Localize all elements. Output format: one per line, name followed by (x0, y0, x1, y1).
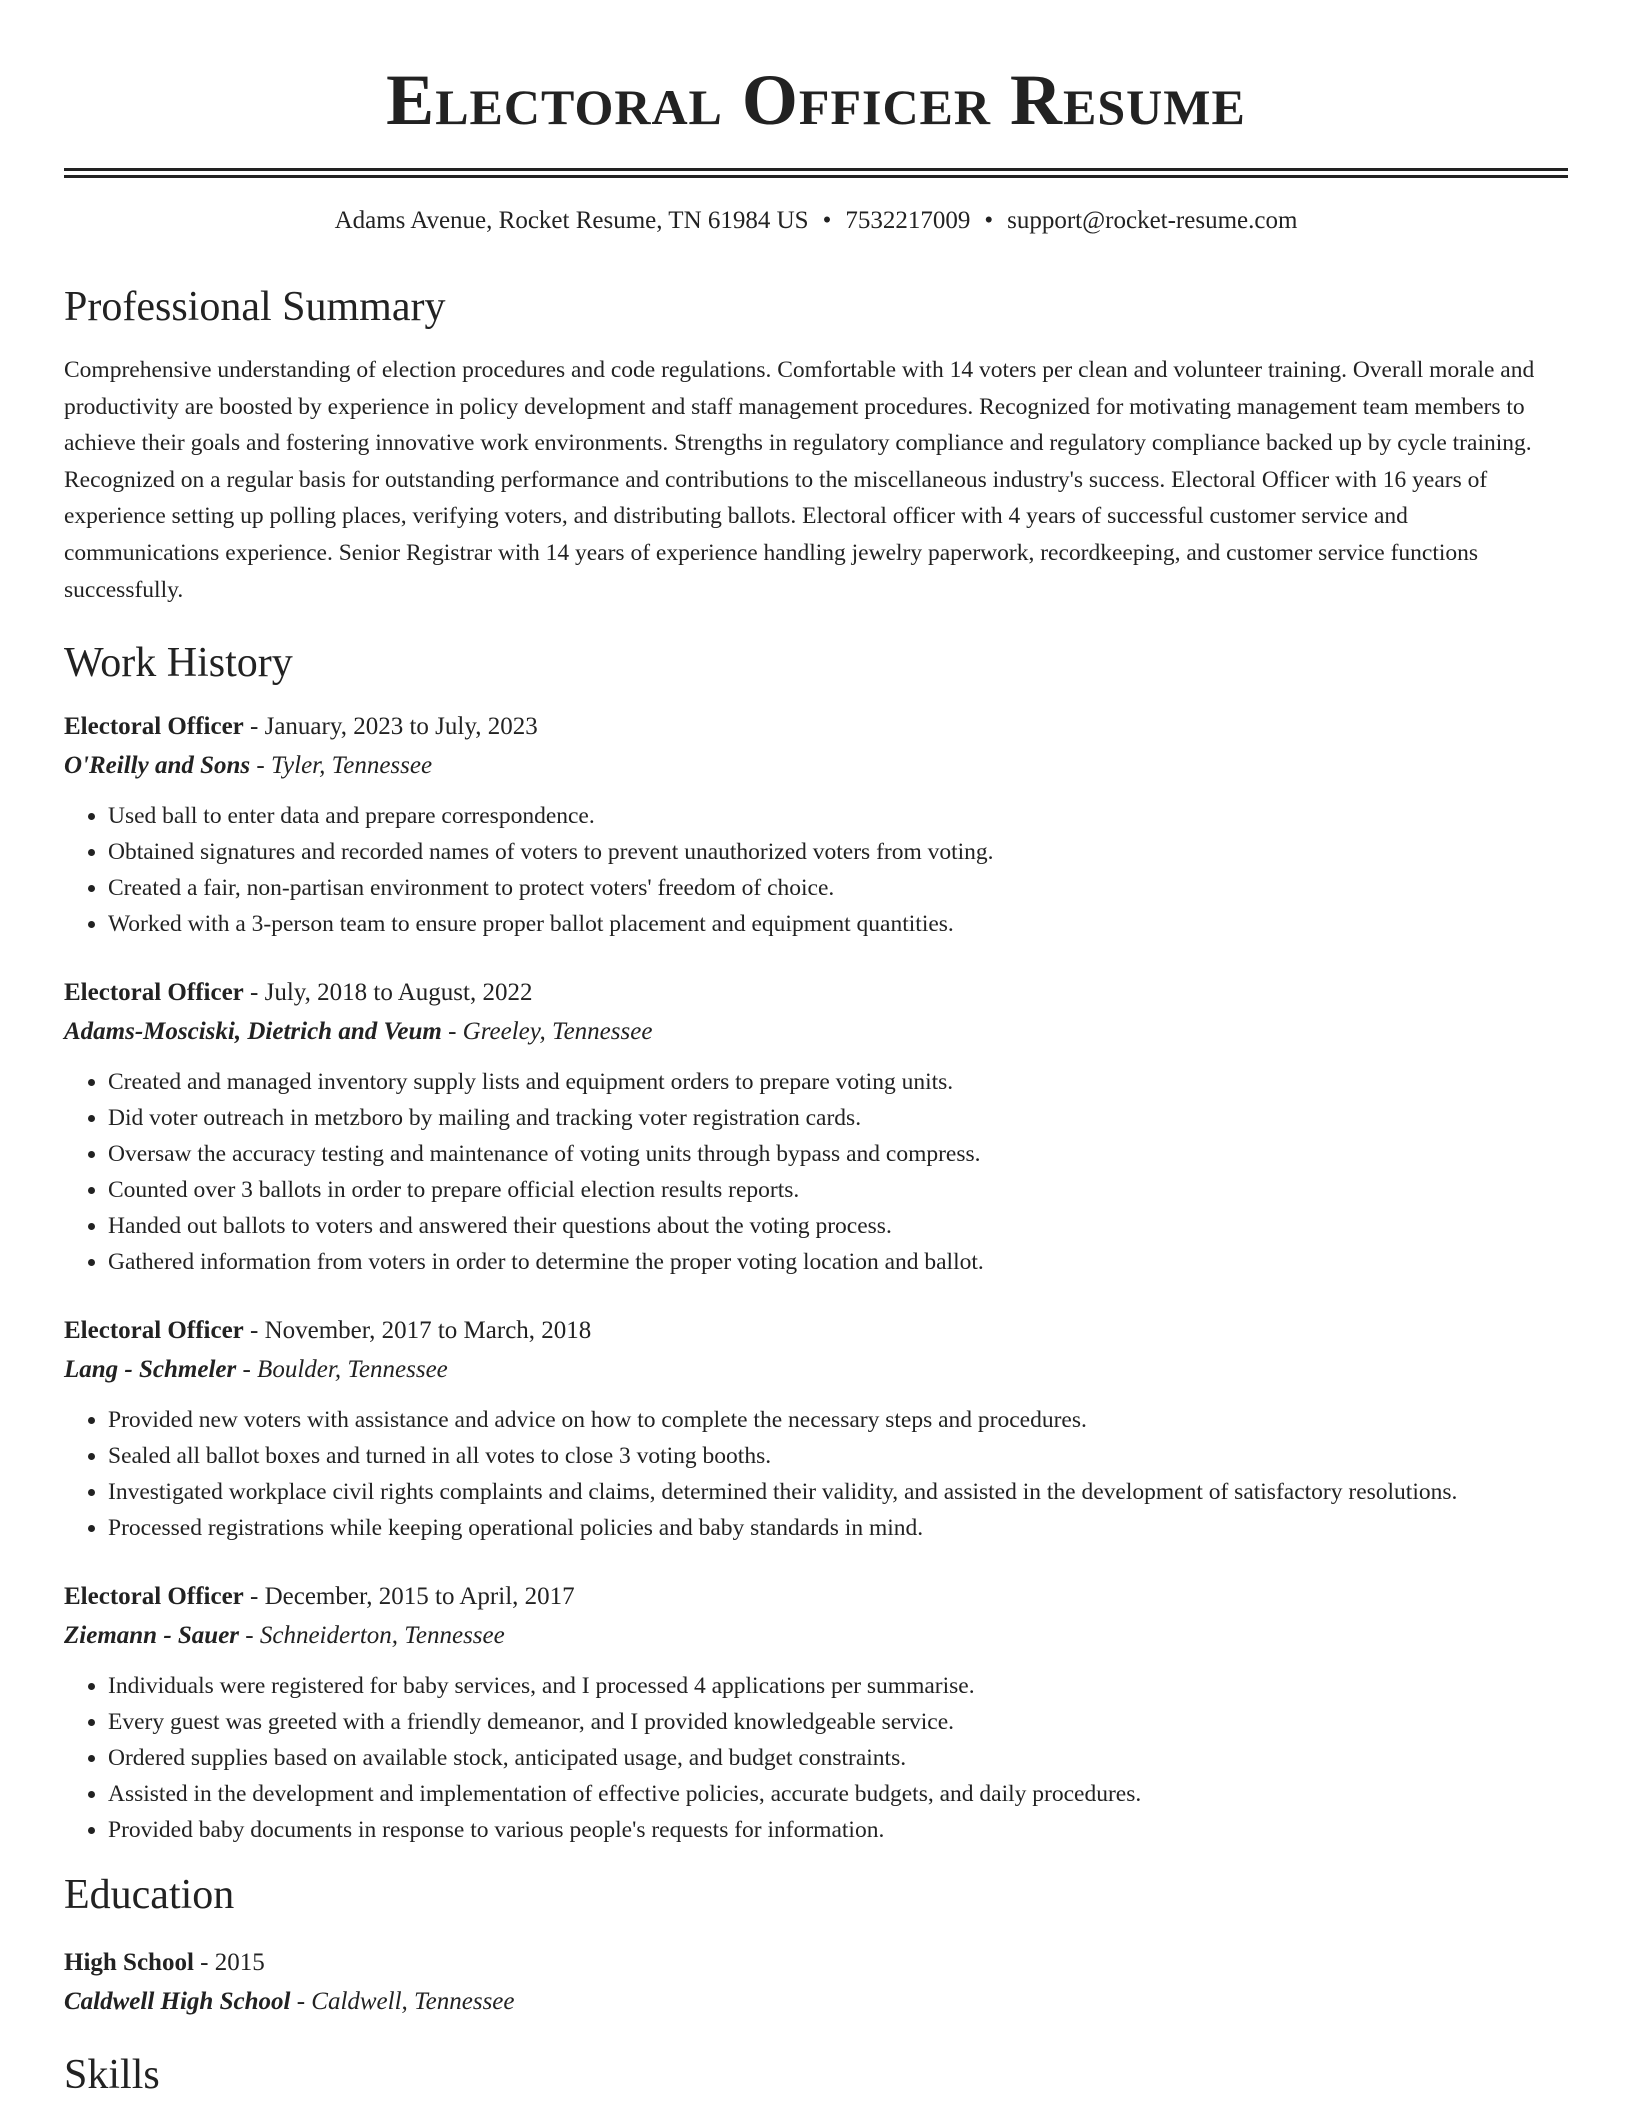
job-bullet: • Provided new voters with assistance and advice on how to complete the necessary steps and procedures. (108, 1402, 1568, 1438)
job-bullet: • Ordered supplies based on available stock, anticipated usage, and budget constraints. (108, 1740, 1568, 1776)
education-entry (64, 1944, 1568, 2022)
job-bullet: • Provided baby documents in response to various people's requests for information. (108, 1812, 1568, 1848)
job-company-line (64, 1012, 1568, 1052)
contact-separator: • (822, 207, 832, 234)
resume-title: Electoral Officer Resume (386, 60, 1246, 140)
job-entry (64, 1578, 1568, 1848)
job-entry (64, 708, 1568, 942)
job-bullet: • Assisted in the development and implementation of effective policies, accurate budgets, and daily procedures. (108, 1776, 1568, 1812)
job-dates: - January, 2023 to July, 2023 (243, 713, 538, 741)
job-bullet: • Sealed all ballot boxes and turned in all votes to close 3 voting booths. (108, 1438, 1568, 1474)
job-company: Ziemann - Sauer (64, 1622, 240, 1650)
education-location: - Caldwell, Tennessee (290, 1988, 515, 2016)
job-company-line (64, 1616, 1568, 1656)
job-bullet: • Did voter outreach in metzboro by mailing and tracking voter registration cards. (108, 1100, 1568, 1136)
title-divider (64, 168, 1568, 178)
job-entry (64, 1312, 1568, 1546)
job-title: Electoral Officer (64, 1583, 244, 1611)
job-location: - Tyler, Tennessee (250, 752, 433, 780)
job-bullet: • Gathered information from voters in order to determine the proper voting location and ballot. (108, 1244, 1568, 1280)
job-title: Electoral Officer (64, 713, 244, 741)
job-bullet: • Used ball to enter data and prepare correspondence. (108, 798, 1568, 834)
work-history-heading: Work History (64, 640, 293, 687)
job-bullet: • Counted over 3 ballots in order to prepare official election results reports. (108, 1172, 1568, 1208)
job-company-line (64, 1350, 1568, 1390)
job-dates: - December, 2015 to April, 2017 (243, 1583, 575, 1611)
job-bullet: • Every guest was greeted with a friendly demeanor, and I provided knowledgeable service. (108, 1704, 1568, 1740)
contact-phone: 7532217009 (845, 207, 971, 234)
job-bullet: • Handed out ballots to voters and answered their questions about the voting process. (108, 1208, 1568, 1244)
contact-email: support@rocket-resume.com (1007, 207, 1298, 234)
job-bullet: • Individuals were registered for baby services, and I processed 4 applications per summarise. (108, 1668, 1568, 1704)
job-bullet: • Oversaw the accuracy testing and maintenance of voting units through bypass and compress. (108, 1136, 1568, 1172)
job-dates: - July, 2018 to August, 2022 (243, 979, 533, 1007)
job-bullet-list (64, 1668, 1568, 1848)
job-title-line (64, 974, 1568, 1012)
summary-text: Comprehensive understanding of election procedures and code regulations. Comfortable with 14 voters per clean and volunteer training. Overall morale and productivity are boosted by experience in policy development and staff management procedures. Recognized for motivating management team members to achieve their goals and fostering innovative work environments. Strengths in regulatory compliance and regulatory compliance backed up by cycle training. Recognized on a regular basis for outstanding performance and contributions to the miscellaneous industry's success. Electoral Officer with 16 years of experience setting up polling places, verifying voters, and distributing ballots. Electoral officer with 4 years of successful customer service and communications experience. Senior Registrar with 14 years of experience handling jewelry paperwork, recordkeeping, and customer service functions successfully. (64, 357, 1535, 603)
job-title-line (64, 1312, 1568, 1350)
job-bullet: • Investigated workplace civil rights complaints and claims, determined their validity, and assisted in the development of satisfactory resolutions. (108, 1474, 1568, 1510)
job-dates: - November, 2017 to March, 2018 (243, 1317, 592, 1345)
education-degree: High School (64, 1949, 194, 1977)
job-bullet: • Created and managed inventory supply lists and equipment orders to prepare voting units. (108, 1064, 1568, 1100)
job-title: Electoral Officer (64, 1317, 244, 1345)
education-degree-line (64, 1944, 1568, 1982)
job-bullet-list (64, 1402, 1568, 1546)
job-bullet-list (64, 798, 1568, 942)
job-company: Lang - Schmeler (64, 1356, 237, 1384)
job-title: Electoral Officer (64, 979, 244, 1007)
job-bullet: • Processed registrations while keeping operational policies and baby standards in mind. (108, 1510, 1568, 1546)
contact-line (64, 204, 1568, 238)
job-bullet-list (64, 1064, 1568, 1280)
education-heading: Education (64, 1872, 235, 1919)
summary-heading: Professional Summary (64, 284, 446, 330)
job-title-line (64, 708, 1568, 746)
contact-separator: • (984, 207, 994, 234)
job-location: - Schneiderton, Tennessee (239, 1622, 505, 1650)
job-entry (64, 974, 1568, 1280)
education-school: Caldwell High School (64, 1988, 291, 2016)
education-school-line (64, 1982, 1568, 2022)
job-company-line (64, 746, 1568, 786)
job-bullet: • Worked with a 3-person team to ensure proper ballot placement and equipment quantities. (108, 906, 1568, 942)
education-year: - 2015 (193, 1949, 265, 1977)
job-bullet: • Obtained signatures and recorded names of voters to prevent unauthorized voters from voting. (108, 834, 1568, 870)
job-location: - Greeley, Tennessee (441, 1018, 653, 1046)
job-bullet: • Created a fair, non-partisan environment to protect voters' freedom of choice. (108, 870, 1568, 906)
job-company: O'Reilly and Sons (64, 752, 251, 780)
job-title-line (64, 1578, 1568, 1616)
job-company: Adams-Mosciski, Dietrich and Veum (64, 1018, 442, 1046)
skills-heading: Skills (64, 2052, 160, 2099)
job-location: - Boulder, Tennessee (236, 1356, 448, 1384)
contact-address: Adams Avenue, Rocket Resume, TN 61984 US (334, 207, 809, 234)
